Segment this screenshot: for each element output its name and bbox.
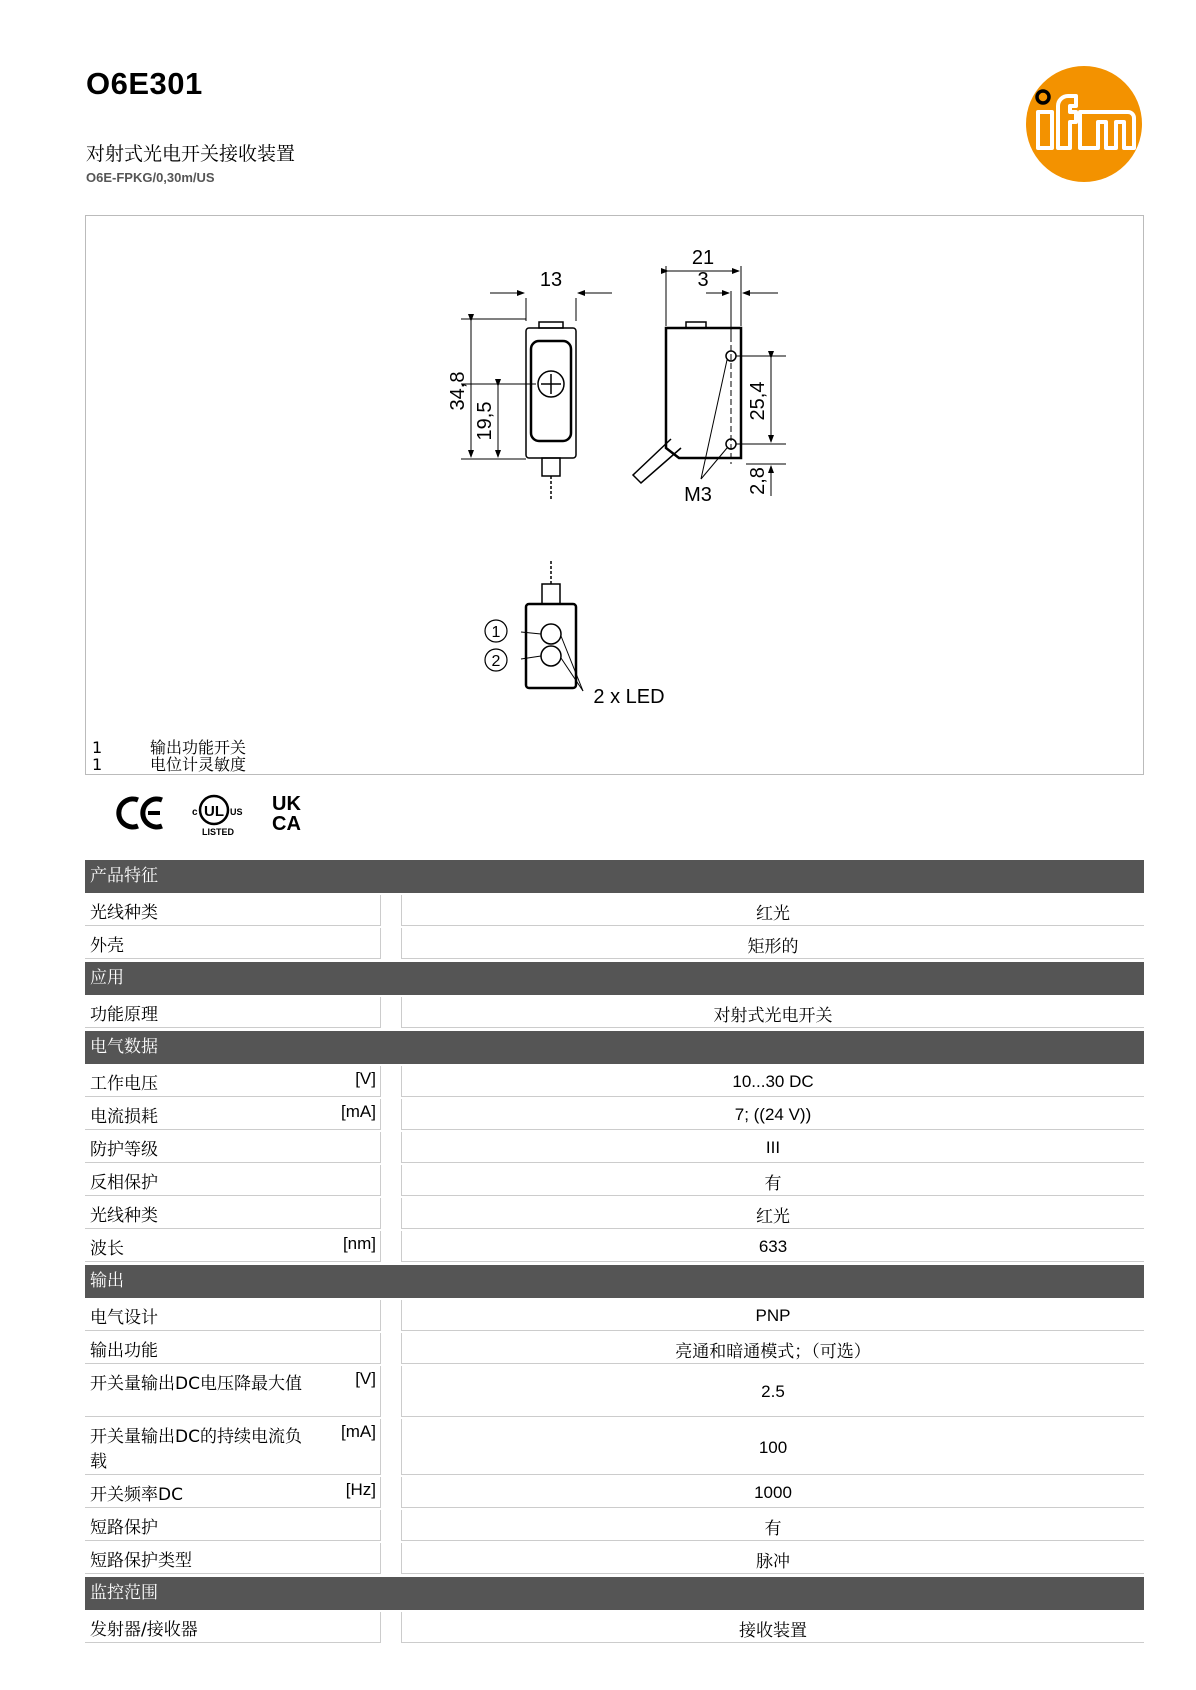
svg-text:LISTED: LISTED: [202, 827, 235, 837]
svg-text:c: c: [192, 807, 198, 818]
spec-row: [85, 1419, 1144, 1475]
spec-value: 接收装置: [401, 1612, 1144, 1643]
spec-label-cell: [85, 1198, 381, 1229]
spec-value: 有: [401, 1510, 1144, 1541]
spec-row: [85, 1066, 1144, 1097]
spec-value: 亮通和暗通模式；（可选）: [401, 1333, 1144, 1364]
section-header: 输出: [85, 1265, 1144, 1298]
spec-value: 633: [401, 1231, 1144, 1262]
spec-value: 7; ((24 V)): [401, 1099, 1144, 1130]
led-label: 2 x LED: [593, 686, 665, 708]
spec-unit: [mA]: [341, 1422, 376, 1441]
spec-row: [85, 1099, 1144, 1130]
spec-unit: [V]: [355, 1069, 376, 1088]
spec-label-cell: [85, 1231, 381, 1262]
spec-row: [85, 1510, 1144, 1541]
dim-height-34-8: 34,8: [447, 371, 469, 411]
spec-row: [85, 997, 1144, 1028]
spec-label: 波长: [90, 1239, 124, 1259]
spec-label-cell: [85, 1543, 381, 1574]
spec-label: 反相保护: [90, 1173, 158, 1193]
callout-1: 1: [491, 624, 501, 641]
spec-row: [85, 1366, 1144, 1417]
spec-label: 工作电压: [90, 1074, 158, 1094]
spec-value: 10...30 DC: [401, 1066, 1144, 1097]
spec-label-cell: [85, 1066, 381, 1097]
svg-text:UL: UL: [204, 803, 224, 820]
spec-row: [85, 895, 1144, 926]
spec-unit: [mA]: [341, 1102, 376, 1121]
spec-row: [85, 1198, 1144, 1229]
spec-unit: [Hz]: [345, 1480, 376, 1499]
callout-2: 2: [491, 653, 501, 670]
spec-label: 发射器/接收器: [90, 1620, 198, 1640]
spec-label: 开关频率DC: [90, 1485, 183, 1505]
spec-value: 脉冲: [401, 1543, 1144, 1574]
legend-text: 输出功能开关: [150, 738, 247, 757]
spec-label-cell: [85, 1132, 381, 1163]
section-header: 应用: [85, 962, 1144, 995]
spec-value: III: [401, 1132, 1144, 1163]
side-view: [633, 266, 786, 496]
spec-label: 防护等级: [90, 1140, 158, 1160]
specification-table: [85, 860, 1144, 1643]
spec-label-cell: [85, 1366, 381, 1417]
spec-row: [85, 1543, 1144, 1574]
section-header: 电气数据: [85, 1031, 1144, 1064]
spec-row: [85, 1132, 1144, 1163]
spec-label-cell: [85, 1300, 381, 1331]
spec-label: 电气设计: [90, 1308, 158, 1328]
spec-row: [85, 928, 1144, 959]
spec-label-cell: [85, 1510, 381, 1541]
spec-value: 1000: [401, 1477, 1144, 1508]
spec-unit: [nm]: [342, 1234, 376, 1253]
dim-width-13: 13: [539, 269, 563, 291]
spec-label: 开关量输出DC的持续电流负载: [90, 1427, 302, 1472]
spec-value: 矩形的: [401, 928, 1144, 959]
section-header: 产品特征: [85, 860, 1144, 893]
certification-marks: [110, 782, 330, 842]
spec-label: 电流损耗: [90, 1107, 158, 1127]
spec-label: 短路保护: [90, 1518, 158, 1538]
ukca-mark-icon: [272, 793, 301, 835]
dim-hole-2-8: 2,8: [747, 467, 769, 495]
section-header: 监控范围: [85, 1577, 1144, 1610]
spec-label-cell: [85, 1477, 381, 1508]
legend-num: 1: [92, 755, 103, 774]
legend-item: [92, 739, 246, 756]
spec-value: 有: [401, 1165, 1144, 1196]
dim-depth-21: 21: [691, 247, 715, 269]
spec-label: 开关量输出DC电压降最大值: [90, 1374, 302, 1394]
spec-label-cell: [85, 895, 381, 926]
spec-label-cell: [85, 928, 381, 959]
spec-unit: [V]: [355, 1369, 376, 1388]
spec-label: 光线种类: [90, 1206, 158, 1226]
spec-value: 2.5: [401, 1366, 1144, 1417]
spec-value: 红光: [401, 1198, 1144, 1229]
spec-value: 对射式光电开关: [401, 997, 1144, 1028]
spec-label-cell: [85, 1333, 381, 1364]
spec-label-cell: [85, 997, 381, 1028]
spec-label-cell: [85, 1099, 381, 1130]
product-title: O6E301: [86, 66, 203, 101]
front-view: [461, 293, 612, 501]
spec-label-cell: [85, 1419, 381, 1475]
ce-mark-icon: [119, 799, 162, 827]
spec-label: 短路保护类型: [90, 1551, 192, 1571]
product-model: O6E-FPKG/0,30m/US: [86, 170, 215, 185]
spec-label: 功能原理: [90, 1005, 158, 1025]
spec-label-cell: [85, 1612, 381, 1643]
dimension-drawing: [85, 215, 1144, 775]
legend-text: 电位计灵敏度: [150, 755, 247, 774]
spec-label: 外壳: [90, 936, 124, 956]
spec-label-cell: [85, 1165, 381, 1196]
spec-label: 输出功能: [90, 1341, 158, 1361]
spec-row: [85, 1333, 1144, 1364]
svg-text:US: US: [230, 807, 243, 817]
spec-row: [85, 1300, 1144, 1331]
spec-label: 光线种类: [90, 903, 158, 923]
spec-value: 红光: [401, 895, 1144, 926]
rear-view: [521, 561, 583, 691]
svg-text:CA: CA: [272, 813, 301, 835]
spec-value: PNP: [401, 1300, 1144, 1331]
svg-text:UK: UK: [272, 793, 301, 815]
spec-row: [85, 1165, 1144, 1196]
spec-row: [85, 1612, 1144, 1643]
dim-offset-3: 3: [697, 269, 709, 291]
spec-row: [85, 1231, 1144, 1262]
legend-num: 1: [92, 738, 103, 757]
ul-listed-icon: [192, 796, 243, 837]
product-subtitle: 对射式光电开关接收装置: [86, 143, 296, 165]
dim-hole-25-4: 25,4: [747, 381, 769, 421]
thread-label: M3: [684, 484, 712, 506]
legend-item: [92, 756, 246, 773]
ifm-logo: [1024, 64, 1144, 184]
spec-row: [85, 1477, 1144, 1508]
spec-value: 100: [401, 1419, 1144, 1475]
dim-height-19-5: 19,5: [474, 401, 496, 441]
